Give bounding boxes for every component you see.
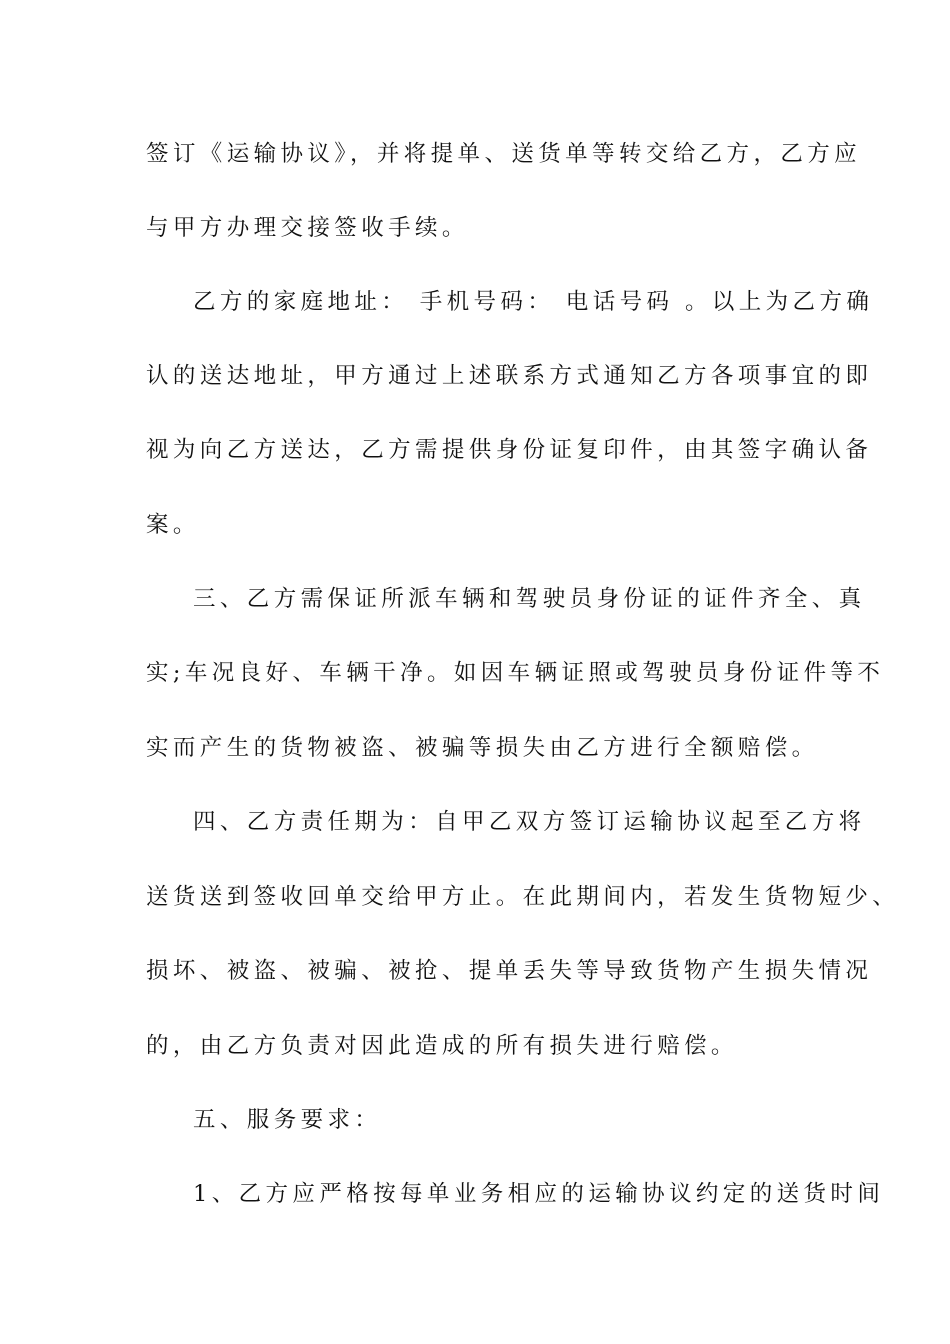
text-line: 三、乙方需保证所派车辆和驾驶员身份证的证件齐全、真: [193, 586, 866, 612]
text-line: 实;车况良好、车辆干净。如因车辆证照或驾驶员身份证件等不: [146, 660, 885, 686]
text-line: 的，由乙方负责对因此造成的所有损失进行赔偿。: [146, 1033, 738, 1059]
text-line: 五、服务要求：: [193, 1107, 382, 1133]
text-line: 1、乙方应严格按每单业务相应的运输协议约定的送货时间: [193, 1181, 885, 1207]
text-line: 认的送达地址，甲方通过上述联系方式通知乙方各项事宜的即: [146, 363, 873, 389]
text-line: 案。: [146, 512, 200, 538]
text-line: 四、乙方责任期为：自甲乙双方签订运输协议起至乙方将: [193, 809, 866, 835]
text-line: 实而产生的货物被盗、被骗等损失由乙方进行全额赔偿。: [146, 735, 819, 761]
text-line: 视为向乙方送达，乙方需提供身份证复印件，由其签字确认备: [146, 437, 873, 463]
text-line: 乙方的家庭地址： 手机号码： 电话号码 。以上为乙方确: [193, 289, 874, 315]
text-line: 与甲方办理交接签收手续。: [146, 215, 469, 241]
text-line: 签订《运输协议》，并将提单、送货单等转交给乙方，乙方应: [146, 141, 862, 167]
text-line: 送货送到签收回单交给甲方止。在此期间内，若发生货物短少、: [146, 884, 900, 910]
text-line: 损坏、被盗、被骗、被抢、提单丢失等导致货物产生损失情况: [146, 958, 873, 984]
